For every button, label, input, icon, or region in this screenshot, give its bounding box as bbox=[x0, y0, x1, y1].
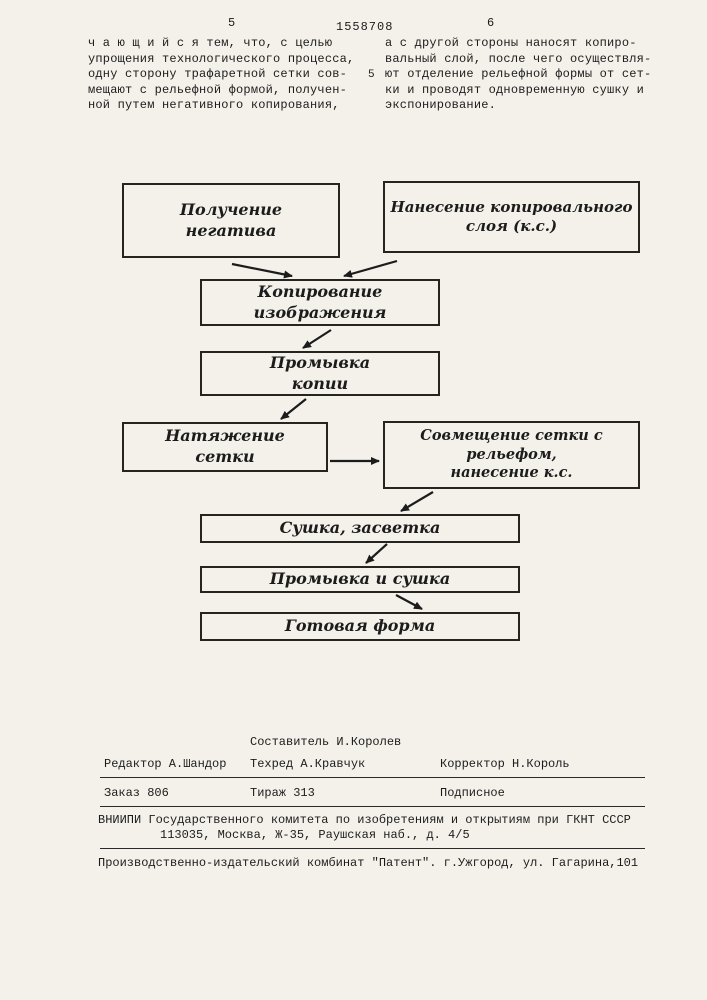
order-number: Заказ 806 bbox=[104, 786, 169, 800]
arrow-copy-to-wash bbox=[303, 330, 331, 348]
flowchart-box-image-copy: Копирование изображения bbox=[200, 279, 440, 326]
editor-credit: Редактор А.Шандор bbox=[104, 757, 227, 771]
print-run: Тираж 313 bbox=[250, 786, 315, 800]
divider-line bbox=[100, 777, 645, 778]
arrow-layer-to-copy bbox=[344, 261, 397, 276]
production-plant-line: Производственно-издательский комбинат "Патент". г.Ужгород, ул. Гагарина,101 bbox=[98, 856, 639, 870]
compiler-credit: Составитель И.Королев bbox=[250, 735, 402, 749]
vniipi-address-line2: 113035, Москва, Ж-35, Раушская наб., д. 4/5 bbox=[160, 828, 470, 842]
flowchart-box-mesh-stretch: Натяжение сетки bbox=[122, 422, 328, 472]
flowchart-box-copy-layer: Нанесение копировального слоя (к.с.) bbox=[383, 181, 640, 253]
divider-line bbox=[100, 848, 645, 849]
arrow-negative-to-copy bbox=[232, 264, 292, 276]
arrow-dry-to-washdry bbox=[366, 544, 387, 563]
page-number-left: 5 bbox=[228, 16, 236, 30]
flowchart-box-mesh-align: Совмещение сетки с рельефом, нанесение к.с. bbox=[383, 421, 640, 489]
arrow-wash-to-next bbox=[281, 399, 306, 419]
body-text-left-column: ч а ю щ и й с я тем, что, с целью упрощения технологического процесса, одну сторону трафаретной сетки сов- мещают с рельефной формой, получен- ной путем негативного копирования, bbox=[88, 36, 355, 113]
imprint-block bbox=[0, 730, 707, 890]
flowchart-box-negative: Получение негатива bbox=[122, 183, 340, 258]
techred-credit: Техред А.Кравчук bbox=[250, 757, 366, 771]
subscription-note: Подписное bbox=[440, 786, 505, 800]
flowchart-box-copy-wash: Промывка копии bbox=[200, 351, 440, 396]
vniipi-address-line1: ВНИИПИ Государственного комитета по изобретениям и открытиям при ГКНТ СССР bbox=[98, 813, 631, 827]
divider-line bbox=[100, 806, 645, 807]
corrector-credit: Корректор Н.Король bbox=[440, 757, 570, 771]
arrow-washdry-to-finished bbox=[396, 595, 422, 609]
flowchart-box-finished-form: Готовая форма bbox=[200, 612, 520, 641]
line-number-marker: 5 bbox=[368, 69, 375, 81]
page-number-right: 6 bbox=[487, 16, 495, 30]
arrow-align-to-dry bbox=[401, 492, 433, 511]
flowchart-box-dry-expose: Сушка, засветка bbox=[200, 514, 520, 543]
patent-number: 1558708 bbox=[336, 20, 394, 34]
body-text-right-column: а с другой стороны наносят копиро- вальный слой, после чего осуществля- ют отделение рельефной формы от сет- ки и проводят одновременную сушку и экспонирование. bbox=[385, 36, 652, 113]
flowchart-box-wash-dry: Промывка и сушка bbox=[200, 566, 520, 593]
